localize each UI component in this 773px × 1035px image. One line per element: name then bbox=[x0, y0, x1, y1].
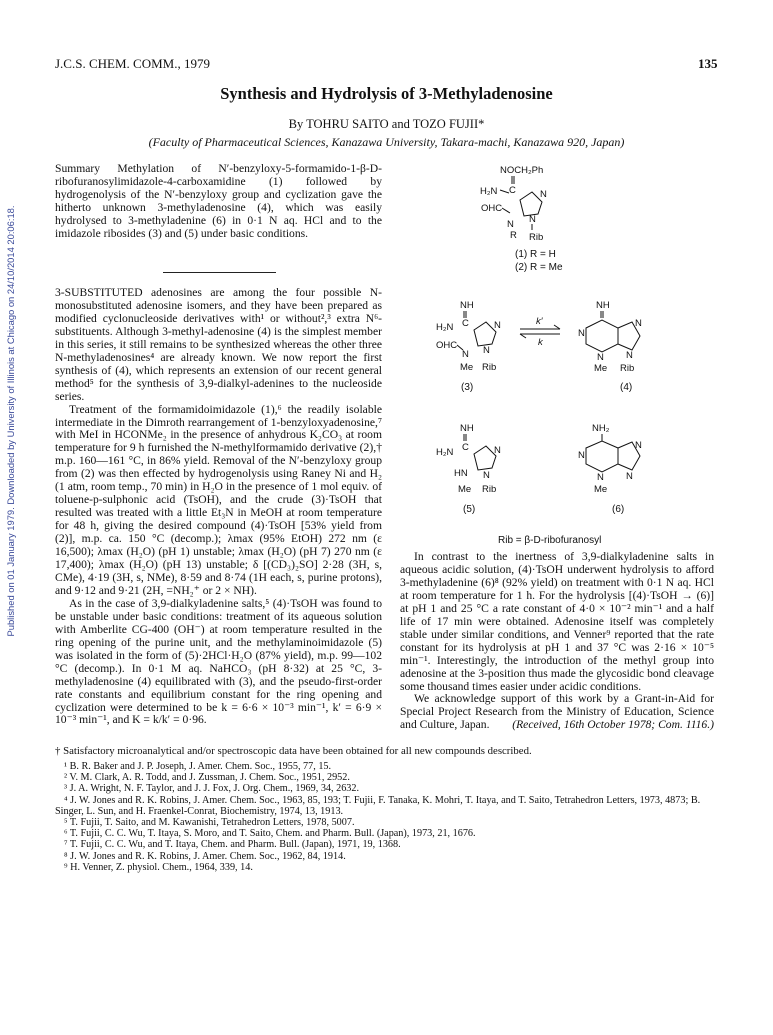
authors: By TOHRU SAITO and TOZO FUJII* bbox=[288, 117, 485, 131]
equilibrium-arrows bbox=[520, 316, 560, 348]
reference-item: ⁵ T. Fujii, T. Saito, and M. Kawanishi, Tetrahedron Letters, 1978, 5007. bbox=[64, 817, 355, 829]
s1-top-label: NOCH₂Ph bbox=[500, 165, 544, 176]
s3-nh: NH bbox=[460, 300, 474, 311]
label-compound-5: (5) bbox=[463, 504, 476, 515]
s5-nh: NH bbox=[460, 423, 474, 434]
s4-n-bottom: N bbox=[597, 352, 604, 363]
rate-constant-k: k bbox=[538, 337, 543, 348]
reference-item: ⁸ J. W. Jones and R. K. Robins, J. Amer. Chem. Soc., 1962, 84, 1914. bbox=[64, 850, 346, 862]
s1-r: R bbox=[510, 230, 517, 241]
label-compound-1: (1) R = H bbox=[515, 249, 556, 260]
reference-item: ² V. M. Clark, A. R. Todd, and J. Zussman, J. Chem. Soc., 1951, 2952. bbox=[64, 772, 350, 784]
s3-rib: Rib bbox=[482, 362, 497, 373]
label-compound-4: (4) bbox=[620, 382, 633, 393]
s1-n-left: N bbox=[507, 219, 514, 230]
structure-5 bbox=[436, 423, 501, 515]
s3-n-upper: N bbox=[494, 320, 501, 331]
footnote: † Satisfactory microanalytical and/or spectroscopic data have been obtained for all new compounds described. bbox=[55, 745, 532, 757]
s4-n-ring: N bbox=[626, 350, 633, 361]
s6-n-ring: N bbox=[626, 471, 633, 482]
structure-4 bbox=[578, 300, 642, 393]
s3-ohc: OHC bbox=[436, 340, 458, 351]
s5-n-upper: N bbox=[494, 445, 501, 456]
reference-item: ⁶ T. Fujii, C. C. Wu, T. Itaya, S. Moro, and T. Saito, Chem. and Pharm. Bull. (Japan), 1973, 21, 1676. bbox=[64, 828, 476, 840]
s6-n-bottom: N bbox=[597, 472, 604, 483]
s6-nh2: NH₂ bbox=[592, 423, 610, 434]
body-left-column bbox=[55, 287, 382, 727]
summary bbox=[55, 163, 382, 241]
structure-1-2 bbox=[480, 165, 563, 273]
article-title: Synthesis and Hydrolysis of 3-Methyladenosine bbox=[220, 84, 553, 103]
s5-hn: HN bbox=[454, 468, 468, 479]
page-number: 135 bbox=[698, 56, 718, 71]
s6-me: Me bbox=[594, 484, 608, 495]
s6-n-left: N bbox=[578, 450, 585, 461]
body-right-column bbox=[400, 551, 714, 732]
s3-n-left: N bbox=[462, 349, 469, 360]
received-date: (Received, 16th October 1978; Com. 1116.) bbox=[512, 718, 714, 731]
s1-c: C bbox=[509, 185, 516, 196]
paragraph-intro: 3-SUBSTITUTED adenosines are among the four possible N-monosubstituted adenosine isomers, and they have been prepared as modified cyclonucleoside derivatives with¹ or without²,³ extra N⁶-substituents. Although 3-methyl-adenosine (4) is the simplest member in this series, it still remains to be synthesized whereas the other three N-methyladenosines⁴ are already known. We now report the first synthesis of (4), which represents an extension of our recent general method⁵ for the synthesis of 3,9-dialkyl-adenines to the nucleoside series. bbox=[55, 286, 382, 403]
paragraph-acknowledgement: We acknowledge support of this work by a Grant-in-Aid for Special Project Research from the Ministry of Education, Science and Culture, Japan. bbox=[400, 692, 714, 732]
s4-me: Me bbox=[594, 363, 608, 374]
s5-h2n: H₂N bbox=[436, 447, 454, 458]
s4-nh: NH bbox=[596, 300, 610, 311]
paragraph-synthesis: Treatment of the formamidoimidazole (1),⁶ the readily isolable intermediate in the Dimroth rearrangement of 1-benzyloxyadenosine,⁷ with MeI in HCONMe₂ in the presence of anhydrous K₂CO₃ at room temperature for 9 h furnished the N-methylformamido derivative (2),† m.p. 160—161 °C, in 86% yield. Removal of the N′-benzyloxy group from (2) was then effected by hydrogenolysis using Raney Ni and H₂ (1 atm, room temp., 70 min) in H₂O in the presence of 1 mol equiv. of toluene-p-sulphonic acid (TsOH), and the crude (3)·TsOH that resulted was treated with a little Et₃N in MeOH at room temperature for 48 h, giving the desired compound (4)·TsOH [53% yield from (2)], m.p. ca. 150 °C (decomp.); λmax (95% EtOH) 272 nm (ε 16,500); λmax (H₂O) (pH 1) unstable; λmax (H₂O) (pH 7) 270 nm (ε 17,400); λmax (H₂O) (pH 13) unstable; δ [(CD₃)₂SO] 2·28 (3H, s, CMe), 4·19 (3H, s, NMe), 8·59 and 8·74 (1H each, s, purine protons), and 9·12 and 9·21 (2H, =NH₂⁺ or 2 × NH). bbox=[55, 402, 382, 597]
s4-n-right: N bbox=[635, 318, 642, 329]
s1-n-lower: N bbox=[529, 214, 536, 225]
s1-h2n: H₂N bbox=[480, 186, 498, 197]
s3-c: C bbox=[462, 318, 469, 329]
s1-n-upper: N bbox=[540, 189, 547, 200]
reference-item: ¹ B. R. Baker and J. P. Joseph, J. Amer. Chem. Soc., 1955, 77, 15. bbox=[64, 761, 332, 772]
paragraph-base-instability: As in the case of 3,9-dialkyladenine salts,⁵ (4)·TsOH was found to be unstable under basic conditions: treatment of its aqueous solution with Amberlite CG-400 (OH⁻) at room temperature resulted in the ring opening of the purine unit, and the methylaminoimidazole (5) was isolated in the form of (5)·2HCl·H₂O (87% yield), m.p. 99—102 °C (decomp.). In 0·1 M aq. NaHCO₃ (pH 8·32) at 25 °C, 3-methyladenosine (4) equilibrated with (3), and the pseudo-first-order rate constants and equilibrium constant for the ring opening and cyclization were determined to be k = 6·6 × 10⁻³ min⁻¹, k′ = 6·9 × 10⁻³ min⁻¹, and K = k/k′ = 0·96. bbox=[55, 596, 382, 727]
summary-text: Summary Methylation of N′-benzyloxy-5-formamido-1-β-D-ribofuranosylimidazole-4-carboxamidine (1) followed by hydrogenolysis of the N′-benzyloxy group and cyclization gave the hitherto unknown 3-methyladenosine (4), which was easily hydrolysed to 3-methyladenine (6) in 0·1 N aq. HCl and to the imidazole ribosides (3) and (5) under basic conditions. bbox=[55, 162, 382, 240]
s4-rib: Rib bbox=[620, 363, 635, 374]
s5-rib: Rib bbox=[482, 484, 497, 495]
reference-item: ⁴ J. W. Jones and R. K. Robins, J. Amer. Chem. Soc., 1963, 85, 193; T. Fujii, F. Tanaka, K. Mohri, T. Itaya, and T. Saito, Tetrahedron Letters, 1973, 4873; B. Singer, L. Sun, and H. Fraenkel-Conrat, Biochemistry, 1974, 13, 1913. bbox=[55, 794, 701, 817]
structure-6 bbox=[578, 423, 642, 515]
download-stamp: Published on 01 January 1979. Downloaded by University of Illinois at Chicago on 24/10/2014 20:06:18. bbox=[5, 205, 16, 637]
reference-item: ³ J. A. Wright, N. F. Taylor, and J. J. Fox, J. Org. Chem., 1969, 34, 2632. bbox=[64, 783, 360, 795]
journal-header: J.C.S. CHEM. COMM., 1979 bbox=[55, 56, 210, 71]
reference-item: ⁷ T. Fujii, C. C. Wu, and T. Itaya, Chem. and Pharm. Bull. (Japan), 1971, 19, 1368. bbox=[64, 839, 401, 851]
s5-n-lower: N bbox=[483, 470, 490, 481]
label-compound-2: (2) R = Me bbox=[515, 262, 563, 273]
references-list bbox=[55, 761, 717, 873]
paragraph-acid-hydrolysis: In contrast to the inertness of 3,9-dialkyladenine salts in aqueous acidic solution, (4)·TsOH underwent hydrolysis to afford 3-methyladenine (6)⁸ (92% yield) on treatment with 0·1 N aq. HCl at room temperature for 1 h. For the hydrolysis [(4)·TsOH → (6)] at pH 1 and 25 °C a rate constant of 4·0 × 10⁻² min⁻¹ and a half life of 17 min were obtained. Adenosine itself was completely stable under similar conditions, and Venner⁹ reported that the rate constant for its hydrolysis at pH 1 and 37 °C was 2·16 × 10⁻⁵ min⁻¹. Interestingly, the introduction of the methyl group into adenosine at the 3-position thus made the glycosidic bond cleavage some thousand times easier under acidic conditions. bbox=[400, 550, 714, 693]
s3-h2n: H₂N bbox=[436, 322, 454, 333]
label-compound-6: (6) bbox=[612, 504, 625, 515]
s5-c: C bbox=[462, 442, 469, 453]
rate-constant-k-prime: k′ bbox=[536, 316, 543, 327]
rib-definition: Rib = β-D-ribofuranosyl bbox=[498, 535, 602, 546]
affiliation: (Faculty of Pharmaceutical Sciences, Kanazawa University, Takara-machi, Kanazawa 920, Japan) bbox=[148, 135, 625, 149]
s5-me: Me bbox=[458, 484, 472, 495]
summary-divider bbox=[163, 272, 276, 273]
s4-n-left: N bbox=[578, 328, 585, 339]
s3-n-lower: N bbox=[483, 345, 490, 356]
s3-me: Me bbox=[460, 362, 474, 373]
s6-n-right: N bbox=[635, 440, 642, 451]
structure-3 bbox=[436, 300, 501, 393]
s1-ohc: OHC bbox=[481, 203, 503, 214]
label-compound-3: (3) bbox=[461, 382, 474, 393]
s1-rib: Rib bbox=[529, 232, 544, 243]
reference-item: ⁹ H. Venner, Z. physiol. Chem., 1964, 339, 14. bbox=[64, 861, 253, 873]
structures-figure bbox=[400, 158, 720, 550]
